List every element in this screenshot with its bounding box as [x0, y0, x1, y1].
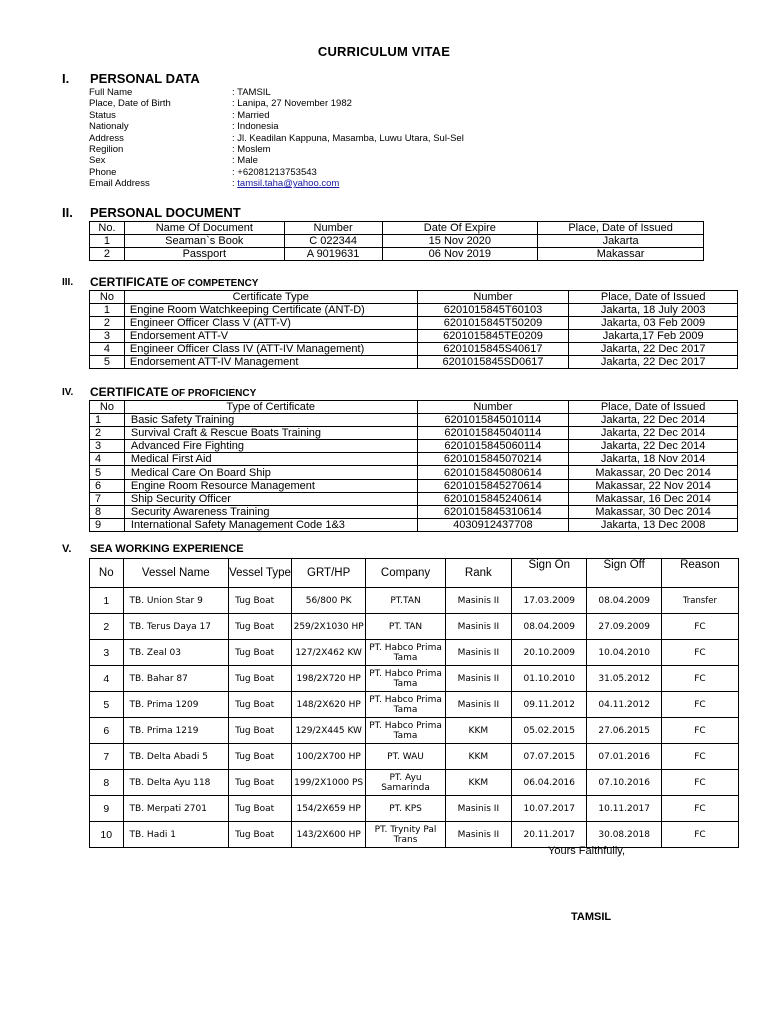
- table-cell: Jakarta, 03 Feb 2009: [569, 317, 738, 330]
- table-cell: 27.06.2015: [587, 718, 661, 744]
- field-value-text: :: [232, 178, 238, 190]
- field-label: Email Address: [89, 178, 150, 190]
- table-row: [90, 692, 739, 718]
- table-cell: 148/2X620 HP: [291, 692, 366, 718]
- table-cell: 8: [90, 770, 124, 796]
- table-cell: 04.11.2012: [587, 692, 661, 718]
- table-cell: Transfer: [661, 588, 738, 614]
- page-title: CURRICULUM VITAE: [317, 44, 451, 59]
- column-header: No.: [90, 222, 125, 235]
- section-title-sub: OF COMPETENCY: [168, 278, 259, 289]
- table-cell: 15 Nov 2020: [382, 235, 538, 248]
- section-title-sub: OF PROFICIENCY: [168, 388, 257, 399]
- table-cell: TB. Hadi 1: [123, 822, 229, 848]
- field-value-text: : Male: [232, 155, 258, 167]
- table-cell: 2: [90, 317, 125, 330]
- table-cell: Tug Boat: [229, 796, 292, 822]
- table-cell: 6201015845310614: [417, 505, 569, 518]
- table-cell: 143/2X600 HP: [291, 822, 366, 848]
- table-cell: 259/2X1030 HP: [291, 614, 366, 640]
- table-cell: Masinis II: [445, 614, 511, 640]
- section-title: PERSONAL DOCUMENT: [90, 205, 241, 220]
- table-cell: 1: [90, 304, 125, 317]
- table-row: [90, 466, 738, 479]
- table-cell: Masinis II: [445, 666, 511, 692]
- table-cell: 6201015845240614: [417, 492, 569, 505]
- table-cell: 6201015845010114: [417, 414, 569, 427]
- table-cell: KKM: [445, 770, 511, 796]
- table-row: [90, 317, 738, 330]
- table-cell: Seaman`s Book: [124, 235, 284, 248]
- table-cell: PT. Ayu Samarinda: [366, 770, 445, 796]
- table-cell: Tug Boat: [229, 770, 292, 796]
- table-cell: FC: [661, 666, 738, 692]
- signer-name: TAMSIL: [571, 911, 612, 923]
- section-title: SEA WORKING EXPERIENCE: [90, 543, 244, 555]
- table-cell: 154/2X659 HP: [291, 796, 366, 822]
- table-cell: 4030912437708: [417, 518, 569, 531]
- field-value: [232, 167, 317, 178]
- table-cell: PT. KPS: [366, 796, 445, 822]
- field-value: [232, 87, 271, 98]
- field-label: Status: [89, 109, 116, 121]
- table-cell: 198/2X720 HP: [291, 666, 366, 692]
- table-row: [90, 427, 738, 440]
- table-cell: 56/800 PK: [291, 588, 366, 614]
- table-cell: Engineer Officer Class V (ATT-V): [124, 317, 417, 330]
- table-cell: Tug Boat: [229, 822, 292, 848]
- table-cell: Tug Boat: [229, 692, 292, 718]
- closing-text: Yours Faithfully,: [548, 845, 626, 857]
- table-row: [90, 235, 704, 248]
- table-cell: 6201015845T60103: [417, 304, 569, 317]
- table-cell: 3: [90, 330, 125, 343]
- table-cell: 2: [90, 614, 124, 640]
- table-cell: KKM: [445, 718, 511, 744]
- table-cell: 8: [90, 505, 125, 518]
- table-cell: PT. TAN: [366, 614, 445, 640]
- table-cell: 6201015845270614: [417, 479, 569, 492]
- section-personal-data: [62, 71, 362, 87]
- table-cell: 07.07.2015: [512, 744, 587, 770]
- table-cell: Medical First Aid: [124, 453, 417, 466]
- table-row: [90, 796, 739, 822]
- table-cell: Jakarta, 22 Dec 2014: [569, 414, 738, 427]
- table-cell: Masinis II: [445, 822, 511, 848]
- table-row: [90, 588, 739, 614]
- personal-data-row: [89, 121, 464, 132]
- section-number: I.: [62, 71, 70, 86]
- table-row: [90, 640, 739, 666]
- section-personal-document: [62, 205, 362, 221]
- table-cell: Makassar, 22 Nov 2014: [569, 479, 738, 492]
- table-cell: 17.03.2009: [512, 588, 587, 614]
- field-label: Address: [89, 132, 124, 144]
- table-cell: 2: [90, 427, 125, 440]
- table-cell: 09.11.2012: [512, 692, 587, 718]
- personal-data-row: [89, 167, 464, 178]
- table-row: [90, 666, 739, 692]
- personal-data-row: [89, 155, 464, 166]
- table-row: [90, 718, 739, 744]
- table-cell: Jakarta, 22 Dec 2014: [569, 440, 738, 453]
- table-row: [90, 770, 739, 796]
- table-cell: 20.11.2017: [512, 822, 587, 848]
- table-cell: Ship Security Officer: [124, 492, 417, 505]
- table-cell: 7: [90, 744, 124, 770]
- table-cell: 2: [90, 248, 125, 261]
- table-cell: 127/2X462 KW: [291, 640, 366, 666]
- table-cell: FC: [661, 640, 738, 666]
- field-value-text: : +62081213753543: [232, 166, 317, 178]
- table-cell: Security Awareness Training: [124, 505, 417, 518]
- column-header: Type of Certificate: [124, 401, 417, 414]
- field-value-text: : Married: [232, 109, 270, 121]
- table-cell: PT.TAN: [366, 588, 445, 614]
- personal-data-row: [89, 98, 464, 109]
- table-cell: Jakarta, 22 Dec 2017: [569, 343, 738, 356]
- table-cell: Endorsement ATT-IV Management: [124, 356, 417, 369]
- table-row: [90, 304, 738, 317]
- table-cell: PT. Trynity Pal Trans: [366, 822, 445, 848]
- table-cell: 1: [90, 414, 125, 427]
- table-row: [90, 414, 738, 427]
- field-value-text: : Lanipa, 27 November 1982: [232, 98, 352, 110]
- table-cell: 6201015845060114: [417, 440, 569, 453]
- table-cell: FC: [661, 718, 738, 744]
- table-cell: 31.05.2012: [587, 666, 661, 692]
- table-cell: Masinis II: [445, 588, 511, 614]
- table-cell: 6201015845S40617: [417, 343, 569, 356]
- personal-data-row: [89, 110, 464, 121]
- table-cell: Engineer Officer Class IV (ATT-IV Management): [124, 343, 417, 356]
- column-header: Name Of Document: [124, 222, 284, 235]
- personal-data-row: [89, 133, 464, 144]
- table-cell: 199/2X1000 PS: [291, 770, 366, 796]
- table-cell: Jakarta, 22 Dec 2017: [569, 356, 738, 369]
- column-header: Sign Off: [587, 559, 661, 588]
- table-row: [90, 248, 704, 261]
- field-label: Full Name: [89, 87, 133, 98]
- table-cell: Makassar, 30 Dec 2014: [569, 505, 738, 518]
- competency-table: [89, 290, 738, 369]
- field-value: [232, 98, 352, 109]
- table-cell: 06.04.2016: [512, 770, 587, 796]
- table-cell: FC: [661, 822, 738, 848]
- field-value: [232, 121, 278, 132]
- personal-data-row: [89, 178, 464, 189]
- proficiency-table: [89, 400, 738, 532]
- personal-data-row: [89, 87, 464, 98]
- table-cell: KKM: [445, 744, 511, 770]
- documents-table: [89, 221, 704, 261]
- section-competency: [62, 275, 362, 291]
- field-label: Nationaly: [89, 121, 129, 133]
- table-cell: 20.10.2009: [512, 640, 587, 666]
- table-cell: 10.11.2017: [587, 796, 661, 822]
- field-value-text: : Moslem: [232, 144, 271, 156]
- table-cell: Masinis II: [445, 640, 511, 666]
- table-cell: 6: [90, 718, 124, 744]
- field-label: Phone: [89, 166, 117, 178]
- table-cell: FC: [661, 796, 738, 822]
- table-cell: 4: [90, 666, 124, 692]
- table-cell: TB. Zeal 03: [123, 640, 229, 666]
- table-cell: 05.02.2015: [512, 718, 587, 744]
- table-cell: Jakarta, 22 Dec 2014: [569, 427, 738, 440]
- field-value: [232, 110, 269, 121]
- section-title-main: CERTIFICATE: [90, 275, 169, 289]
- field-label: Place, Date of Birth: [89, 98, 171, 110]
- table-cell: TB. Bahar 87: [123, 666, 229, 692]
- table-cell: 9: [90, 796, 124, 822]
- table-cell: International Safety Management Code 1&3: [124, 518, 417, 531]
- column-header: Place, Date of Issued: [538, 222, 704, 235]
- section-title: [90, 275, 258, 289]
- field-value-text: : Indonesia: [232, 121, 279, 133]
- table-cell: 10.07.2017: [512, 796, 587, 822]
- column-header: Place, Date of Issued: [569, 401, 738, 414]
- table-cell: 4: [90, 343, 125, 356]
- field-value: [232, 178, 339, 189]
- table-cell: Tug Boat: [229, 588, 292, 614]
- table-cell: Endorsement ATT-V: [124, 330, 417, 343]
- column-header: Number: [417, 401, 569, 414]
- table-cell: Jakarta: [538, 235, 704, 248]
- section-number: III.: [62, 277, 74, 288]
- field-value-text: : Jl. Keadilan Kappuna, Masamba, Luwu Utara, Sul-Sel: [232, 132, 464, 144]
- table-cell: 30.08.2018: [587, 822, 661, 848]
- table-cell: TB. Delta Ayu 118: [123, 770, 229, 796]
- table-cell: 129/2X445 KW: [291, 718, 366, 744]
- table-cell: Passport: [124, 248, 284, 261]
- table-cell: 6201015845T50209: [417, 317, 569, 330]
- section-proficiency: [62, 385, 362, 401]
- table-cell: Makassar: [538, 248, 704, 261]
- table-row: [90, 744, 739, 770]
- section-sea-experience: [62, 543, 362, 559]
- column-header: Date Of Expire: [382, 222, 538, 235]
- table-row: [90, 453, 738, 466]
- experience-table: [89, 558, 739, 848]
- table-cell: 6201015845080614: [417, 466, 569, 479]
- table-cell: FC: [661, 692, 738, 718]
- table-cell: TB. Delta Abadi 5: [123, 744, 229, 770]
- field-value: [232, 155, 258, 166]
- table-cell: Engine Room Resource Management: [124, 479, 417, 492]
- table-cell: 9: [90, 518, 125, 531]
- table-cell: 10: [90, 822, 124, 848]
- table-cell: 5: [90, 356, 125, 369]
- column-header: Company: [366, 559, 445, 588]
- table-cell: Basic Safety Training: [124, 414, 417, 427]
- table-row: [90, 330, 738, 343]
- table-cell: PT. WAU: [366, 744, 445, 770]
- column-header: No: [90, 401, 125, 414]
- section-title-main: CERTIFICATE: [90, 385, 169, 399]
- column-header: Rank: [445, 559, 511, 588]
- table-cell: FC: [661, 744, 738, 770]
- table-cell: Survival Craft & Rescue Boats Training: [124, 427, 417, 440]
- field-value: [232, 133, 464, 144]
- table-cell: Tug Boat: [229, 640, 292, 666]
- table-cell: Jakarta,17 Feb 2009: [569, 330, 738, 343]
- section-title: [90, 385, 256, 399]
- table-cell: Jakarta, 18 July 2003: [569, 304, 738, 317]
- field-label: Sex: [89, 155, 106, 167]
- table-cell: A 9019631: [284, 248, 382, 261]
- field-value-text: : TAMSIL: [232, 87, 271, 98]
- table-cell: 7: [90, 492, 125, 505]
- email-link[interactable]: tamsil.taha@yahoo.com: [237, 178, 340, 190]
- table-cell: Masinis II: [445, 796, 511, 822]
- table-cell: 06 Nov 2019: [382, 248, 538, 261]
- personal-data-row: [89, 144, 464, 155]
- table-cell: Advanced Fire Fighting: [124, 440, 417, 453]
- column-header: Certificate Type: [124, 291, 417, 304]
- table-cell: Medical Care On Board Ship: [124, 466, 417, 479]
- table-cell: 6201015845TE0209: [417, 330, 569, 343]
- table-cell: 6201015845040114: [417, 427, 569, 440]
- table-cell: 1: [90, 235, 125, 248]
- table-cell: 27.09.2009: [587, 614, 661, 640]
- table-cell: 4: [90, 453, 125, 466]
- table-cell: Tug Boat: [229, 614, 292, 640]
- table-cell: Tug Boat: [229, 718, 292, 744]
- table-cell: PT. Habco Prima Tama: [366, 692, 445, 718]
- column-header: Vessel Type: [229, 559, 292, 588]
- table-cell: 5: [90, 692, 124, 718]
- table-cell: TB. Prima 1209: [123, 692, 229, 718]
- table-cell: FC: [661, 614, 738, 640]
- table-cell: 6: [90, 479, 125, 492]
- table-row: [90, 822, 739, 848]
- table-cell: Engine Room Watchkeeping Certificate (ANT-D): [124, 304, 417, 317]
- table-cell: 6201015845070214: [417, 453, 569, 466]
- table-cell: 01.10.2010: [512, 666, 587, 692]
- table-cell: PT. Habco Prima Tama: [366, 666, 445, 692]
- table-cell: Makassar, 20 Dec 2014: [569, 466, 738, 479]
- table-cell: TB. Union Star 9: [123, 588, 229, 614]
- table-cell: 1: [90, 588, 124, 614]
- column-header: No: [90, 291, 125, 304]
- section-number: V.: [62, 543, 72, 555]
- column-header: GRT/HP: [291, 559, 366, 588]
- column-header: Place, Date of Issued: [569, 291, 738, 304]
- table-row: [90, 440, 738, 453]
- table-cell: Tug Boat: [229, 666, 292, 692]
- section-number: IV.: [62, 387, 74, 398]
- table-cell: 07.01.2016: [587, 744, 661, 770]
- table-cell: 08.04.2009: [587, 588, 661, 614]
- table-cell: 100/2X700 HP: [291, 744, 366, 770]
- table-cell: 3: [90, 440, 125, 453]
- column-header: Sign On: [512, 559, 587, 588]
- column-header: Number: [284, 222, 382, 235]
- table-cell: 07.10.2016: [587, 770, 661, 796]
- table-row: [90, 479, 738, 492]
- table-cell: C 022344: [284, 235, 382, 248]
- table-cell: FC: [661, 770, 738, 796]
- table-row: [90, 356, 738, 369]
- field-label: Regilion: [89, 144, 124, 156]
- table-cell: Tug Boat: [229, 744, 292, 770]
- table-cell: 10.04.2010: [587, 640, 661, 666]
- table-row: [90, 492, 738, 505]
- table-row: [90, 614, 739, 640]
- table-cell: PT. Habco Prima Tama: [366, 718, 445, 744]
- table-row: [90, 518, 738, 531]
- table-row: [90, 343, 738, 356]
- table-row: [90, 505, 738, 518]
- table-cell: Jakarta, 13 Dec 2008: [569, 518, 738, 531]
- section-title: PERSONAL DATA: [90, 71, 200, 86]
- column-header: Reason: [661, 559, 738, 588]
- table-cell: 08.04.2009: [512, 614, 587, 640]
- column-header: Vessel Name: [123, 559, 229, 588]
- table-cell: TB. Prima 1219: [123, 718, 229, 744]
- column-header: Number: [417, 291, 569, 304]
- table-cell: Jakarta, 18 Nov 2014: [569, 453, 738, 466]
- field-value: [232, 144, 271, 155]
- table-cell: TB. Terus Daya 17: [123, 614, 229, 640]
- table-cell: 6201015845SD0617: [417, 356, 569, 369]
- table-cell: 5: [90, 466, 125, 479]
- table-cell: Makassar, 16 Dec 2014: [569, 492, 738, 505]
- table-cell: PT. Habco Prima Tama: [366, 640, 445, 666]
- table-cell: TB. Merpati 2701: [123, 796, 229, 822]
- table-cell: Masinis II: [445, 692, 511, 718]
- table-cell: 3: [90, 640, 124, 666]
- column-header: No: [90, 559, 124, 588]
- section-number: II.: [62, 205, 73, 220]
- personal-data-list: [89, 87, 464, 190]
